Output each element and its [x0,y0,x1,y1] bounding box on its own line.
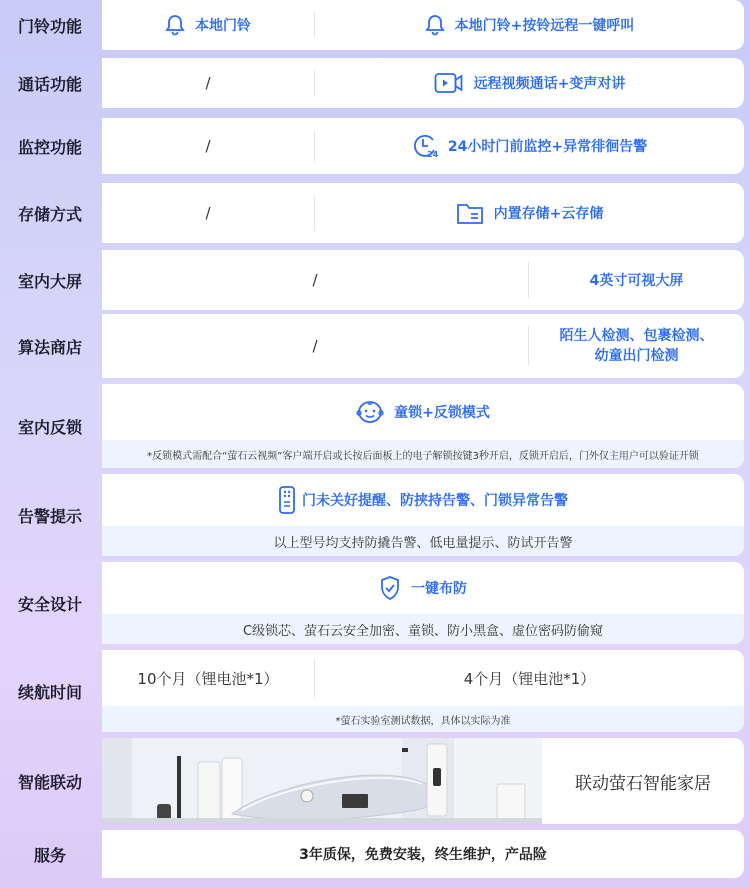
row-label: 存储方式 [17,204,82,224]
row-label: 门铃功能 [17,16,82,36]
right-text-line2: 幼童出门检测 [594,348,679,364]
right-text: 24小时门前监控+异常徘徊告警 [447,139,648,155]
right-cell: 联动萤石智能家居 [575,773,711,794]
row-label: 算法商店 [17,337,82,357]
row-battery [0,650,750,732]
row-card [102,474,744,556]
right-cell [315,183,744,243]
storage-card-icon [456,201,484,225]
row-antilock [0,384,750,468]
left-text: 本地门铃 [195,18,251,34]
row-label: 智能联动 [17,772,82,792]
row-card [102,738,744,824]
main-cell [102,384,744,440]
note-text: 以上型号均支持防撬告警、低电量提示、防试开告警 [102,526,744,556]
row-card [102,650,744,732]
row-label: 室内大屏 [17,271,82,291]
row-alarm [0,474,750,556]
main-text: 一键布防 [411,581,467,597]
left-cell: / [205,74,211,92]
row-storage [0,183,750,243]
row-card [102,118,744,174]
shield-check-icon [379,575,401,601]
row-call [0,58,750,108]
left-cell: / [312,271,318,289]
row-card [102,830,744,878]
right-text: 远程视频通话+变声对讲 [473,76,626,92]
row-card [102,250,744,310]
row-label: 通话功能 [17,74,82,94]
row-label: 安全设计 [17,594,82,614]
smart-home-image [102,738,542,824]
row-label: 监控功能 [17,137,82,157]
left-cell: 10个月（锂电池*1） [137,669,279,688]
row-label: 服务 [33,845,66,865]
row-card [102,562,744,644]
right-text: 内置存储+云存储 [493,206,604,222]
left-cell: / [312,337,318,355]
right-cell [315,58,744,108]
row-smart [0,738,750,824]
door-sensor-icon [278,485,298,515]
row-label: 室内反锁 [17,417,82,437]
row-service [0,830,750,878]
right-cell: 4个月（锂电池*1） [463,669,596,688]
row-security [0,562,750,644]
left-cell: / [205,204,211,222]
main-text: 童锁+反锁模式 [394,405,490,421]
video-call-icon [434,72,464,94]
right-cell [315,118,744,174]
row-card [102,183,744,243]
baby-face-icon [356,399,384,425]
row-algo [0,314,750,378]
row-label: 告警提示 [17,506,82,526]
main-cell [102,474,744,526]
main-text: 门未关好提醒、防挟持告警、门锁异常告警 [302,493,568,509]
right-cell: 4英寸可视大屏 [589,273,684,289]
right-cell [315,0,744,50]
left-cell [102,0,314,50]
note-text: C级锁芯、萤石云安全加密、童锁、防小黑盒、虚位密码防偷窥 [102,614,744,644]
main-cell: 3年质保，免费安装，终生维护，产品险 [299,847,547,863]
row-monitor [0,118,750,174]
clock-24-icon [412,133,438,159]
row-doorbell [0,0,750,50]
right-text: 本地门铃+按铃远程一键呼叫 [454,18,635,34]
right-cell [529,314,744,378]
row-card [102,384,744,468]
row-screen [0,250,750,310]
bell-icon [425,14,445,36]
row-card [102,0,744,50]
note-text: *反锁模式需配合“萤石云视频”客户端开启或长按后面板上的电子解锁按键3秒开启，反锁开启后，门外仅主用户可以验证开锁 [102,440,744,468]
main-cell [102,562,744,614]
note-text: *萤石实验室测试数据，具体以实际为准 [102,706,744,732]
left-cell: / [205,137,211,155]
row-label: 续航时间 [17,682,82,702]
bell-icon [165,14,185,36]
row-card [102,58,744,108]
svg-text:24: 24 [426,150,438,159]
right-text-line1: 陌生人检测、包裹检测、 [559,328,714,344]
row-card [102,314,744,378]
